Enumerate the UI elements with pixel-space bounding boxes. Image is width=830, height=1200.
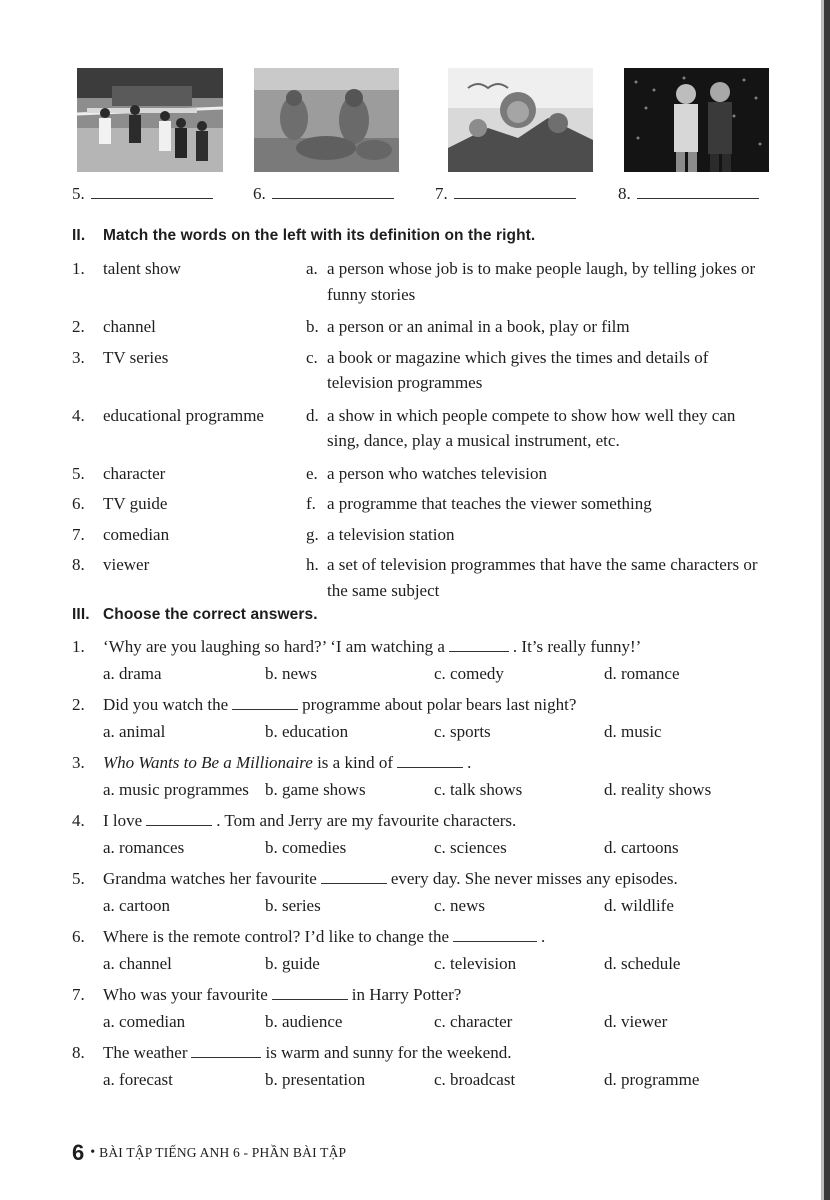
match-row — [72, 314, 792, 340]
option-a[interactable]: a. comedian — [103, 1012, 186, 1031]
answer-blank[interactable] — [232, 695, 298, 710]
question-text: is a kind of — [317, 753, 394, 772]
option-b[interactable]: b. audience — [265, 1012, 343, 1031]
definition-text: a person whose job is to make people laugh, by telling jokes or funny stories — [327, 259, 756, 304]
question — [72, 866, 792, 920]
option-b[interactable]: b. comedies — [265, 838, 347, 857]
term: TV series — [103, 347, 169, 367]
page-number: 6 — [72, 1140, 85, 1165]
photo-number: 7. — [435, 184, 448, 203]
question-number: 6. — [72, 927, 85, 946]
matching-table — [72, 256, 792, 610]
match-row — [72, 403, 792, 454]
bullet-separator: • — [90, 1145, 96, 1160]
match-row — [72, 345, 792, 396]
question-text: Where is the remote control? I’d like to change the — [103, 927, 449, 946]
definition-letter: d. — [306, 405, 319, 425]
show-title: Who Wants to Be a Millionaire — [103, 753, 313, 772]
question-text-end: every day. She never misses any episodes. — [390, 869, 678, 888]
photo-row — [0, 68, 830, 173]
row-number: 1. — [72, 259, 85, 278]
definition-text: a set of television programmes that have the same characters or the same subject — [327, 555, 758, 600]
answer-blank[interactable] — [321, 869, 387, 884]
answer-blank[interactable] — [146, 811, 212, 826]
term: TV guide — [103, 494, 168, 513]
answer-blank[interactable] — [272, 985, 348, 1000]
section-title: Choose the correct answers. — [103, 606, 318, 623]
definition-letter: f. — [306, 494, 316, 513]
option-c[interactable]: c. talk shows — [434, 780, 523, 799]
option-d[interactable]: d. cartoons — [604, 838, 679, 857]
question-text-end: . Tom and Jerry are my favourite characters. — [216, 811, 517, 830]
definition-letter: g. — [306, 524, 319, 544]
answer-blank[interactable] — [453, 927, 537, 942]
photo-number: 8. — [618, 184, 631, 203]
options-row — [72, 717, 792, 746]
question-text: Grandma watches her favourite — [103, 869, 317, 888]
section-number: II. — [72, 227, 86, 244]
question-text: I love — [103, 811, 143, 830]
option-c[interactable]: c. sciences — [434, 838, 507, 857]
definition-text: a programme that teaches the viewer something — [327, 494, 652, 513]
answer-blank[interactable] — [272, 184, 394, 199]
option-a[interactable]: a. romances — [103, 838, 185, 857]
question-text-end: . — [541, 927, 546, 946]
options-row — [72, 1007, 792, 1036]
definition-letter: c. — [306, 347, 318, 367]
question — [72, 692, 792, 746]
match-row — [72, 491, 792, 517]
term: comedian — [103, 524, 170, 544]
option-d[interactable]: d. wildlife — [604, 896, 674, 915]
row-number: 7. — [72, 524, 85, 544]
match-row — [72, 256, 792, 307]
question-text-end: in Harry Potter? — [351, 985, 462, 1004]
option-c[interactable]: c. character — [434, 1012, 513, 1031]
term: viewer — [103, 555, 150, 574]
question-number: 3. — [72, 753, 85, 772]
options-row — [72, 775, 792, 804]
page-binding-edge — [824, 0, 830, 1200]
option-d[interactable]: d. viewer — [604, 1012, 668, 1031]
option-c[interactable]: c. news — [434, 896, 485, 915]
talent-show-stage-photo — [624, 68, 769, 172]
answer-blank[interactable] — [454, 184, 576, 199]
option-d[interactable]: d. reality shows — [604, 780, 712, 799]
answer-blank[interactable] — [637, 184, 759, 199]
lion-king-cartoon-photo — [448, 68, 593, 172]
row-number: 8. — [72, 555, 85, 574]
question-text: Did you watch the — [103, 695, 229, 714]
photo-answer-6 — [253, 184, 394, 204]
answer-blank[interactable] — [397, 753, 463, 768]
section-2-heading — [72, 227, 535, 245]
definition-letter: a. — [306, 259, 318, 278]
option-d[interactable]: d. romance — [604, 664, 680, 683]
question — [72, 808, 792, 862]
question-number: 5. — [72, 869, 85, 888]
question — [72, 982, 792, 1036]
option-c[interactable]: c. sports — [434, 722, 491, 741]
options-row — [72, 949, 792, 978]
section-title: Match the words on the left with its definition on the right. — [103, 227, 536, 244]
photo-answer-7 — [435, 184, 576, 204]
row-number: 5. — [72, 463, 85, 483]
option-a[interactable]: a. forecast — [103, 1070, 173, 1089]
definition-text: a person or an animal in a book, play or film — [327, 317, 630, 336]
question-text-end: is warm and sunny for the weekend. — [265, 1043, 512, 1062]
page-footer — [72, 1140, 346, 1166]
question — [72, 634, 792, 688]
row-number: 4. — [72, 405, 85, 425]
photo-answer-5 — [72, 184, 213, 204]
match-row — [72, 552, 792, 603]
question-text: ‘Why are you laughing so hard?’ ‘I am watching a — [103, 637, 445, 656]
question-text-end: programme about polar bears last night? — [302, 695, 577, 714]
row-number: 6. — [72, 494, 85, 513]
option-c[interactable]: c. comedy — [434, 664, 504, 683]
row-number: 3. — [72, 347, 85, 367]
photo-number: 6. — [253, 184, 266, 203]
option-c[interactable]: c. broadcast — [434, 1070, 516, 1089]
option-c[interactable]: c. television — [434, 954, 517, 973]
section-number: III. — [72, 606, 90, 623]
term: educational programme — [103, 405, 264, 425]
options-row — [72, 833, 792, 862]
definition-letter: h. — [306, 555, 319, 574]
definition-text: a book or magazine which gives the times and details of television programmes — [327, 347, 709, 392]
question-text: Who was your favourite — [103, 985, 268, 1004]
option-d[interactable]: d. music — [604, 722, 662, 741]
option-a[interactable]: a. drama — [103, 664, 162, 683]
answer-blank[interactable] — [191, 1043, 261, 1058]
question-number: 8. — [72, 1043, 85, 1062]
term: channel — [103, 317, 156, 336]
definition-text: a show in which people compete to show how well they can sing, dance, play a musical instrument, etc. — [327, 405, 736, 450]
volleyball-match-photo — [77, 68, 223, 172]
option-b[interactable]: b. series — [265, 896, 321, 915]
question — [72, 1040, 792, 1094]
option-a[interactable]: a. cartoon — [103, 896, 171, 915]
question-text: The weather — [103, 1043, 188, 1062]
question-text-end: . It’s really funny!’ — [512, 637, 642, 656]
option-a[interactable]: a. animal — [103, 722, 166, 741]
book-title: BÀI TẬP TIẾNG ANH 6 - PHẦN BÀI TẬP — [99, 1145, 347, 1160]
option-a[interactable]: a. music programmes — [103, 780, 249, 799]
multiple-choice-list — [72, 634, 792, 1098]
option-d[interactable]: d. schedule — [604, 954, 681, 973]
row-number: 2. — [72, 317, 85, 336]
photo-number: 5. — [72, 184, 85, 203]
question-text-end: . — [467, 753, 472, 772]
options-row — [72, 659, 792, 688]
term: talent show — [103, 259, 181, 278]
question — [72, 924, 792, 978]
option-a[interactable]: a. channel — [103, 954, 172, 973]
option-b[interactable]: b. education — [265, 722, 349, 741]
match-row — [72, 522, 792, 548]
option-b[interactable]: b. guide — [265, 954, 320, 973]
option-b[interactable]: b. game shows — [265, 780, 366, 799]
photo-answer-8 — [618, 184, 759, 204]
options-row — [72, 891, 792, 920]
option-b[interactable]: b. presentation — [265, 1070, 366, 1089]
question-number: 4. — [72, 811, 85, 830]
answer-blank[interactable] — [449, 637, 509, 652]
definition-letter: b. — [306, 317, 319, 336]
question-number: 2. — [72, 695, 85, 714]
cheetahs-photo — [254, 68, 399, 172]
question — [72, 750, 792, 804]
answer-blank[interactable] — [91, 184, 213, 199]
definition-text: a person who watches television — [327, 463, 547, 483]
definition-text: a television station — [327, 524, 455, 544]
term: character — [103, 463, 166, 483]
definition-letter: e. — [306, 463, 318, 483]
option-b[interactable]: b. news — [265, 664, 317, 683]
section-3-heading — [72, 606, 318, 624]
match-row — [72, 461, 792, 487]
question-number: 7. — [72, 985, 85, 1004]
question-number: 1. — [72, 637, 85, 656]
options-row — [72, 1065, 792, 1094]
option-d[interactable]: d. programme — [604, 1070, 700, 1089]
